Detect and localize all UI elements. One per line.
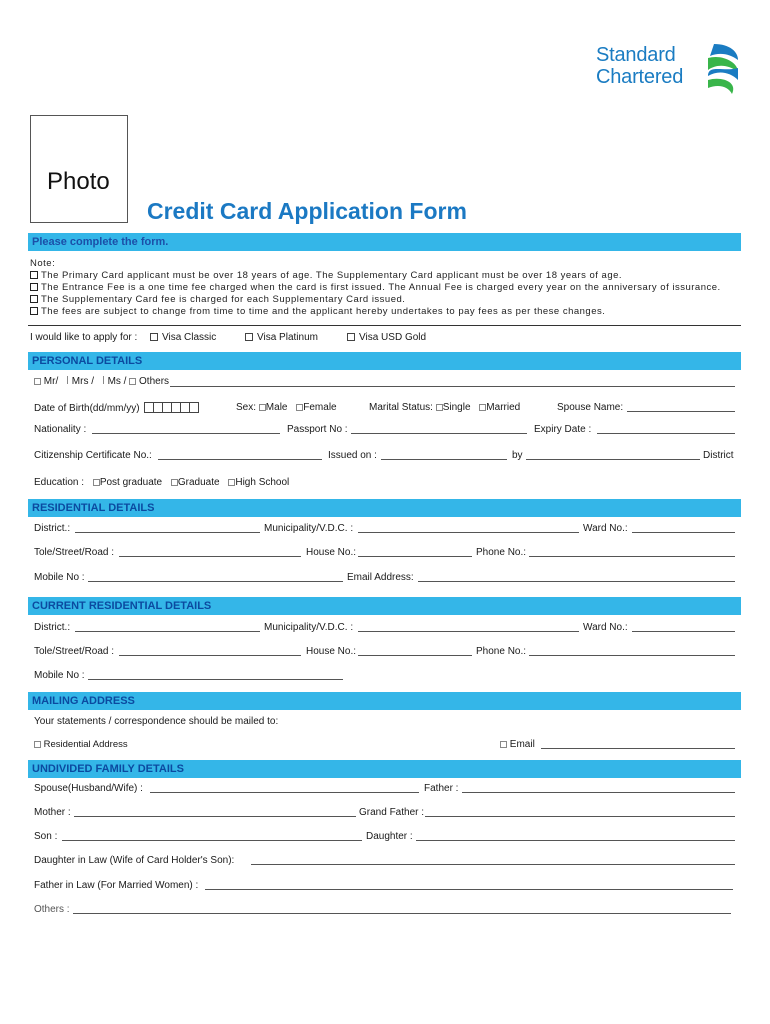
brand-logo-text bbox=[596, 44, 683, 88]
res-district-label: District.: bbox=[34, 523, 71, 534]
section-mailing-address: MAILING ADDRESS bbox=[28, 692, 741, 710]
bullet-box-icon bbox=[30, 307, 38, 315]
res-phone-line[interactable] bbox=[529, 556, 735, 557]
cur-mobile-line[interactable] bbox=[88, 679, 343, 680]
logo-line-1: Standard bbox=[596, 44, 676, 66]
cur-ward-line[interactable] bbox=[632, 631, 735, 632]
cur-mobile-label: Mobile No : bbox=[34, 670, 85, 681]
mail-email-option[interactable]: Email bbox=[500, 739, 535, 750]
mailing-prompt: Your statements / correspondence should be mailed to: bbox=[34, 716, 279, 727]
bullet-box-icon bbox=[30, 271, 38, 279]
by-line[interactable] bbox=[526, 459, 700, 460]
res-municipality-line[interactable] bbox=[358, 532, 579, 533]
photo-label: Photo bbox=[47, 168, 110, 195]
bullet-box-icon bbox=[30, 283, 38, 291]
photo-box[interactable] bbox=[30, 115, 128, 223]
passport-label: Passport No : bbox=[287, 424, 348, 435]
res-tole-line[interactable] bbox=[119, 556, 301, 557]
fam-father-label: Father : bbox=[424, 783, 459, 794]
nationality-label: Nationality : bbox=[34, 424, 87, 435]
fam-spouse-line[interactable] bbox=[150, 792, 419, 793]
spouse-name-line[interactable] bbox=[627, 411, 735, 412]
fam-son-label: Son : bbox=[34, 831, 58, 842]
expiry-line[interactable] bbox=[597, 433, 735, 434]
spouse-name-label: Spouse Name: bbox=[557, 402, 624, 413]
apply-for-label: I would like to apply for : bbox=[30, 332, 138, 343]
cur-tole-line[interactable] bbox=[119, 655, 301, 656]
expiry-label: Expiry Date : bbox=[534, 424, 592, 435]
checkbox-icon[interactable] bbox=[245, 333, 253, 341]
fam-son-line[interactable] bbox=[62, 840, 362, 841]
fam-father-line[interactable] bbox=[462, 792, 735, 793]
cur-district-line[interactable] bbox=[75, 631, 260, 632]
checkbox-icon[interactable] bbox=[171, 479, 178, 486]
note-item: The Supplementary Card fee is charged for each Supplementary Card issued. bbox=[30, 294, 405, 306]
res-house-label: House No.: bbox=[306, 547, 357, 558]
logo-line-2: Chartered bbox=[596, 66, 684, 88]
note-item: The Entrance Fee is a one time fee charged when the card is first issued. The Annual Fee is charged every year on the anniversary of issurance. bbox=[30, 282, 721, 294]
citizenship-label: Citizenship Certificate No.: bbox=[34, 450, 152, 461]
res-email-label: Email Address: bbox=[347, 572, 414, 583]
dob-input-boxes[interactable] bbox=[144, 402, 198, 416]
cur-municipality-label: Municipality/V.D.C. : bbox=[264, 622, 354, 633]
res-email-line[interactable] bbox=[418, 581, 735, 582]
marital-status-field: Marital Status: Single Married bbox=[369, 402, 521, 413]
visa-usd-gold-option[interactable]: Visa USD Gold bbox=[347, 332, 426, 343]
dob-label: Date of Birth(dd/mm/yy) bbox=[34, 402, 198, 416]
res-tole-label: Tole/Street/Road : bbox=[34, 547, 115, 558]
checkbox-icon[interactable] bbox=[259, 404, 266, 411]
fam-mother-label: Mother : bbox=[34, 807, 71, 818]
cur-tole-label: Tole/Street/Road : bbox=[34, 646, 115, 657]
checkbox-icon[interactable] bbox=[436, 404, 443, 411]
checkbox-icon[interactable] bbox=[34, 741, 41, 748]
mail-email-line[interactable] bbox=[541, 748, 735, 749]
fam-daughter-label: Daughter : bbox=[366, 831, 413, 842]
cur-ward-label: Ward No.: bbox=[583, 622, 628, 633]
salutation-options[interactable]: Mr/ Mrs / Ms / Others bbox=[34, 376, 169, 387]
fam-others-line[interactable] bbox=[73, 913, 731, 914]
fam-grandfather-line[interactable] bbox=[425, 816, 735, 817]
standard-chartered-logo-icon bbox=[704, 42, 742, 96]
fam-spouse-label: Spouse(Husband/Wife) : bbox=[34, 783, 143, 794]
checkbox-icon[interactable] bbox=[500, 741, 507, 748]
page-title: Credit Card Application Form bbox=[147, 198, 467, 224]
cur-phone-line[interactable] bbox=[529, 655, 735, 656]
instructions-bar: Please complete the form. bbox=[28, 233, 741, 251]
fam-others-label: Others : bbox=[34, 904, 70, 915]
citizenship-line[interactable] bbox=[158, 459, 322, 460]
cur-district-label: District.: bbox=[34, 622, 71, 633]
fam-daughter-line[interactable] bbox=[416, 840, 735, 841]
checkbox-icon[interactable] bbox=[34, 378, 41, 385]
res-mobile-line[interactable] bbox=[88, 581, 343, 582]
res-phone-label: Phone No.: bbox=[476, 547, 527, 558]
fam-mother-line[interactable] bbox=[74, 816, 356, 817]
res-ward-line[interactable] bbox=[632, 532, 735, 533]
fam-father-in-law-line[interactable] bbox=[205, 889, 733, 890]
sex-field: Sex: Male Female bbox=[236, 402, 337, 413]
district-label: District bbox=[703, 450, 734, 461]
res-ward-label: Ward No.: bbox=[583, 523, 628, 534]
section-current-residential-details: CURRENT RESIDENTIAL DETAILS bbox=[28, 597, 741, 615]
res-house-line[interactable] bbox=[358, 556, 472, 557]
cur-house-label: House No.: bbox=[306, 646, 357, 657]
note-heading: Note: bbox=[30, 258, 56, 269]
res-mobile-label: Mobile No : bbox=[34, 572, 85, 583]
fam-grandfather-label: Grand Father : bbox=[359, 807, 425, 818]
note-item: The Primary Card applicant must be over 18 years of age. The Supplementary Card applicant must be over 18 years of age. bbox=[30, 270, 622, 282]
visa-classic-option[interactable]: Visa Classic bbox=[150, 332, 216, 343]
issued-on-line[interactable] bbox=[381, 459, 507, 460]
passport-line[interactable] bbox=[351, 433, 527, 434]
nationality-line[interactable] bbox=[92, 433, 280, 434]
fam-daughter-in-law-label: Daughter in Law (Wife of Card Holder's Son): bbox=[34, 855, 235, 866]
cur-phone-label: Phone No.: bbox=[476, 646, 527, 657]
checkbox-icon[interactable] bbox=[347, 333, 355, 341]
section-personal-details: PERSONAL DETAILS bbox=[28, 352, 741, 370]
visa-platinum-option[interactable]: Visa Platinum bbox=[245, 332, 318, 343]
by-label: by bbox=[512, 450, 523, 461]
cur-municipality-line[interactable] bbox=[358, 631, 579, 632]
res-municipality-label: Municipality/V.D.C. : bbox=[264, 523, 354, 534]
issued-on-label: Issued on : bbox=[328, 450, 377, 461]
section-undivided-family-details: UNDIVIDED FAMILY DETAILS bbox=[28, 760, 741, 778]
checkbox-icon[interactable] bbox=[93, 479, 100, 486]
checkbox-icon[interactable] bbox=[129, 378, 136, 385]
checkbox-icon[interactable] bbox=[150, 333, 158, 341]
education-field: Education : Post graduate Graduate High School bbox=[34, 477, 290, 488]
cur-house-line[interactable] bbox=[358, 655, 472, 656]
mail-residential-option[interactable]: Residential Address bbox=[34, 739, 128, 750]
note-item: The fees are subject to change from time to time and the applicant hereby undertakes to pay fees as per these changes. bbox=[30, 306, 605, 318]
fam-daughter-in-law-line[interactable] bbox=[251, 864, 735, 865]
res-district-line[interactable] bbox=[75, 532, 260, 533]
section-residential-details: RESIDENTIAL DETAILS bbox=[28, 499, 741, 517]
name-field-line[interactable] bbox=[170, 386, 735, 387]
divider bbox=[28, 325, 741, 326]
bullet-box-icon bbox=[30, 295, 38, 303]
fam-father-in-law-label: Father in Law (For Married Women) : bbox=[34, 880, 199, 891]
